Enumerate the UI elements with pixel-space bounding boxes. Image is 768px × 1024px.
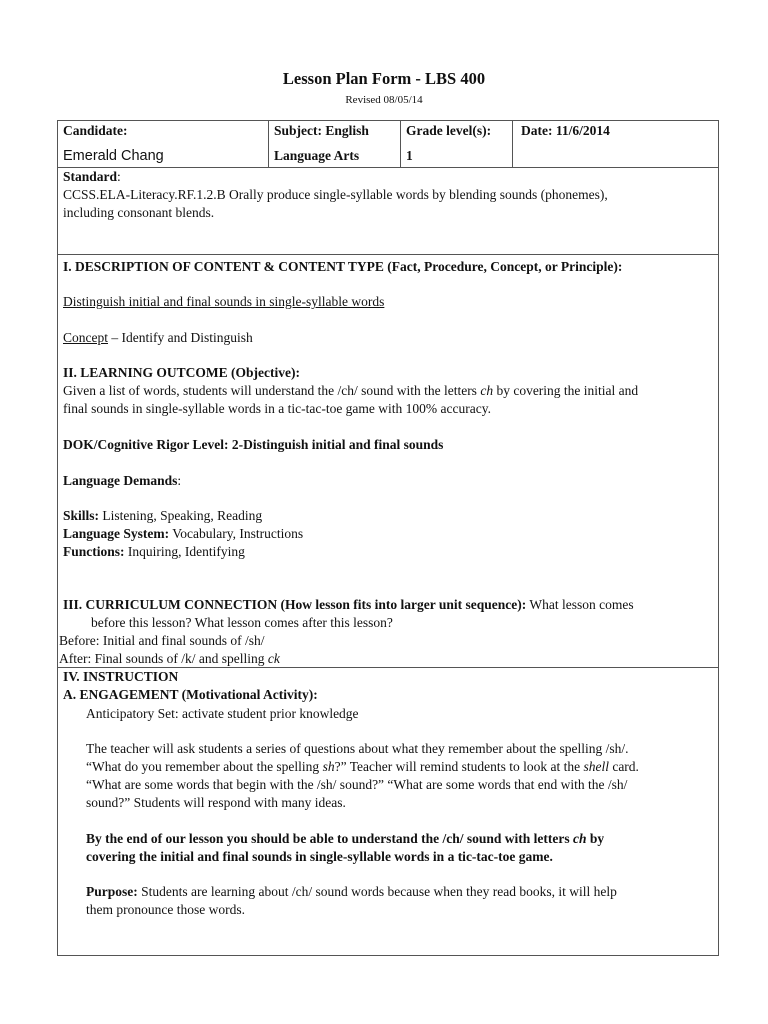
standard-text-line1: CCSS.ELA-Literacy.RF.1.2.B Orally produce single-syllable words by blending sounds (phonemes), bbox=[63, 187, 608, 202]
candidate-label: Candidate: bbox=[63, 123, 128, 138]
skills-line bbox=[63, 507, 262, 525]
content-description: Distinguish initial and final sounds in single-syllable words bbox=[63, 294, 385, 309]
subject-field bbox=[274, 122, 369, 140]
skills-label: Skills: bbox=[63, 508, 100, 523]
section-1-heading: I. DESCRIPTION OF CONTENT & CONTENT TYPE (Fact, Procedure, Concept, or Principle): bbox=[63, 259, 623, 274]
objective-emphasis: ch bbox=[480, 383, 494, 398]
p1-line2-em: sh bbox=[322, 759, 335, 774]
functions-line bbox=[63, 543, 245, 561]
objective-text-a: Given a list of words, students will understand the /ch/ sound with the letters bbox=[63, 383, 481, 398]
date-value: 11/6/2014 bbox=[555, 123, 610, 138]
language-system-value: Vocabulary, Instructions bbox=[169, 526, 304, 541]
purpose-line2: them pronounce those words. bbox=[86, 902, 245, 917]
standard-text-line2: including consonant blends. bbox=[63, 205, 215, 220]
language-demands bbox=[63, 472, 181, 490]
revision-date: Revised 08/05/14 bbox=[345, 94, 423, 106]
p2-line1-em: ch bbox=[572, 831, 587, 846]
language-demands-colon: : bbox=[177, 473, 182, 488]
section-border-left bbox=[57, 255, 58, 668]
objective-line1 bbox=[63, 382, 638, 400]
skills-value: Listening, Speaking, Reading bbox=[99, 508, 263, 523]
info-divider-2 bbox=[400, 120, 401, 168]
subject-value-cont: Language Arts bbox=[274, 148, 360, 163]
after-lesson bbox=[59, 650, 280, 668]
language-system-label: Language System: bbox=[63, 526, 170, 541]
document-title: Lesson Plan Form - LBS 400 bbox=[282, 69, 486, 88]
engagement-p1-line4: sound?” Students will respond with many ideas. bbox=[86, 795, 346, 810]
engagement-p2-line2: covering the initial and final sounds in single-syllable words in a tic-tac-toe game. bbox=[86, 849, 553, 864]
grade-label: Grade level(s): bbox=[406, 123, 492, 138]
purpose-text: Students are learning about /ch/ sound words because when they read books, it will help bbox=[137, 884, 617, 899]
language-demands-label: Language Demands bbox=[63, 473, 178, 488]
engagement-heading: A. ENGAGEMENT (Motivational Activity): bbox=[63, 687, 318, 702]
p1-line2-a: “What do you remember about the spelling bbox=[86, 759, 323, 774]
content-type bbox=[63, 329, 253, 347]
info-divider-1 bbox=[268, 120, 269, 168]
functions-label: Functions: bbox=[63, 544, 125, 559]
standard-heading bbox=[63, 168, 121, 186]
engagement-p1-line1: The teacher will ask students a series of questions about what they remember about the spelling /sh/. bbox=[86, 741, 629, 756]
concept-description: – Identify and Distinguish bbox=[108, 330, 253, 345]
p1-line2-c: card. bbox=[608, 759, 639, 774]
engagement-p1-line3: “What are some words that begin with the /sh/ sound?” “What are some words that end with the /sh/ bbox=[86, 777, 628, 792]
subject-label: Subject: bbox=[274, 123, 322, 138]
standard-colon: : bbox=[117, 169, 121, 184]
section-3-title: III. CURRICULUM CONNECTION (How lesson fits into larger unit sequence): bbox=[63, 597, 527, 612]
candidate-value: Emerald Chang bbox=[63, 148, 164, 164]
section-border-right bbox=[718, 255, 719, 668]
section-3-question: What lesson comes bbox=[526, 597, 634, 612]
standard-label: Standard bbox=[63, 169, 118, 184]
after-lesson-text: After: Final sounds of /k/ and spelling bbox=[59, 651, 268, 666]
dok-level: DOK/Cognitive Rigor Level: 2-Distinguish initial and final sounds bbox=[63, 437, 444, 452]
purpose-line1 bbox=[86, 883, 617, 901]
grade-value: 1 bbox=[406, 148, 413, 163]
section-3-question-cont: before this lesson? What lesson comes after this lesson? bbox=[91, 615, 393, 630]
section-2-heading: II. LEARNING OUTCOME (Objective): bbox=[63, 365, 300, 380]
section-3-heading bbox=[63, 596, 634, 614]
language-system-line bbox=[63, 525, 303, 543]
section-4-heading: IV. INSTRUCTION bbox=[63, 669, 179, 684]
objective-line2: final sounds in single-syllable words in a tic-tac-toe game with 100% accuracy. bbox=[63, 401, 491, 416]
engagement-p2-line1 bbox=[86, 830, 604, 848]
objective-text-b: by covering the initial and bbox=[493, 383, 639, 398]
date-field bbox=[521, 122, 610, 140]
p2-line1-b: by bbox=[586, 831, 605, 846]
p2-line1-a: By the end of our lesson you should be able to understand the /ch/ sound with letters bbox=[86, 831, 573, 846]
engagement-p1-line2 bbox=[86, 758, 639, 776]
info-divider-3 bbox=[512, 120, 513, 168]
after-lesson-emphasis: ck bbox=[267, 651, 280, 666]
p1-line2-b: ?” Teacher will remind students to look at the bbox=[334, 759, 584, 774]
before-lesson: Before: Initial and final sounds of /sh/ bbox=[59, 633, 265, 648]
concept-label: Concept bbox=[63, 330, 108, 345]
date-label: Date: bbox=[521, 123, 553, 138]
p1-line2-em2: shell bbox=[583, 759, 609, 774]
purpose-label: Purpose: bbox=[86, 884, 138, 899]
functions-value: Inquiring, Identifying bbox=[124, 544, 245, 559]
subject-value: English bbox=[325, 123, 369, 138]
anticipatory-set: Anticipatory Set: activate student prior knowledge bbox=[86, 706, 359, 721]
